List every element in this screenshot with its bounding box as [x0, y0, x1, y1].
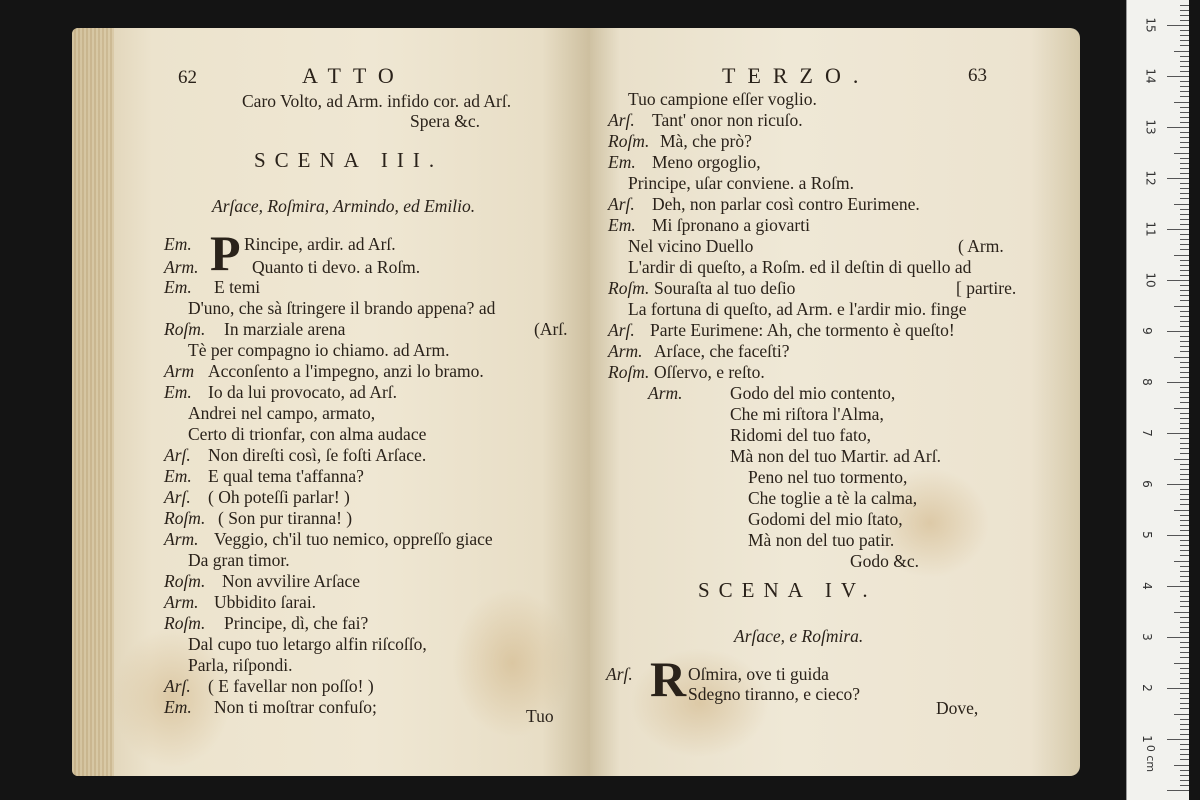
- ruler-tick: [1180, 596, 1189, 597]
- text-line: Ubbidito ſarai.: [214, 592, 317, 612]
- character-list: Arſace, Roſmira, Armindo, ed Emilio.: [212, 196, 476, 216]
- text-line: Acconſento a l'impegno, anzi lo bramo.: [208, 361, 484, 381]
- ruler-tick: [1180, 525, 1189, 526]
- ruler-tick: [1180, 163, 1189, 164]
- ruler-tick: [1180, 464, 1189, 465]
- speaker-label: Em.: [608, 215, 636, 235]
- ruler-tick: [1180, 158, 1189, 159]
- ruler-tick: [1180, 10, 1189, 11]
- text-line: In marziale arena: [224, 319, 346, 339]
- ruler-tick: [1180, 346, 1189, 347]
- text-line: Da gran timor.: [188, 550, 290, 570]
- ruler-tick: [1180, 45, 1189, 46]
- ruler-tick: [1174, 663, 1189, 664]
- ruler-number: 10: [1143, 272, 1158, 288]
- ruler-tick: [1180, 729, 1189, 730]
- text-line: Nel vicino Duello: [628, 236, 754, 256]
- speaker-label: Em.: [164, 277, 192, 297]
- ruler-tick: [1180, 372, 1189, 373]
- ruler-tick: [1180, 244, 1189, 245]
- text-line: Io da lui provocato, ad Arſ.: [208, 382, 398, 402]
- text-line: Caro Volto, ad Arm. infido cor. ad Arſ.: [242, 91, 512, 111]
- speaker-label: Arſ.: [164, 676, 191, 696]
- ruler-tick: [1180, 122, 1189, 123]
- ruler-tick: [1180, 367, 1189, 368]
- open-book: [72, 28, 1072, 776]
- ruler-tick: [1180, 627, 1189, 628]
- ruler-tick: [1180, 30, 1189, 31]
- ruler-tick: [1180, 96, 1189, 97]
- ruler-tick: [1167, 790, 1189, 791]
- catchword: Dove,: [936, 698, 979, 718]
- text-line: Oſſervo, e reſto.: [654, 362, 765, 382]
- page-number: 62: [178, 67, 197, 88]
- ruler-tick: [1180, 759, 1189, 760]
- ruler-number: 6: [1139, 480, 1154, 488]
- ruler-tick: [1180, 275, 1189, 276]
- text-line: Certo di trionfar, con alma audace: [188, 424, 427, 444]
- ruler-number: 4: [1139, 582, 1154, 590]
- page-number: 63: [968, 65, 987, 86]
- ruler-number: 12: [1143, 170, 1158, 186]
- ruler-tick: [1180, 703, 1189, 704]
- text-line: Sdegno tiranno, e cieco?: [688, 684, 861, 704]
- ruler-tick: [1174, 102, 1189, 103]
- ruler-tick: [1180, 668, 1189, 669]
- ruler-tick: [1180, 734, 1189, 735]
- text-line: Oſmira, ove ti guida: [688, 664, 829, 684]
- ruler-tick: [1167, 178, 1189, 179]
- ruler-tick: [1167, 484, 1189, 485]
- ruler-number: 5: [1139, 531, 1154, 539]
- ruler-tick: [1180, 300, 1189, 301]
- ruler-tick: [1174, 357, 1189, 358]
- ruler-tick: [1180, 290, 1189, 291]
- ruler-number: 7: [1139, 429, 1154, 437]
- text-line: Godomi del mio ſtato,: [748, 509, 903, 529]
- ruler-tick: [1180, 249, 1189, 250]
- ruler-tick: [1174, 204, 1189, 205]
- text-line: D'uno, che sà ſtringere il brando appena? ad: [188, 298, 496, 318]
- ruler-tick: [1180, 453, 1189, 454]
- text-line: Deh, non parlar così contro Eurimene.: [652, 194, 920, 214]
- ruler-tick: [1174, 408, 1189, 409]
- text-line: Principe, uſar conviene. a Roſm.: [628, 173, 854, 193]
- text-line: L'ardir di queſto, a Roſm. ed il deſtin di quello ad: [628, 257, 972, 277]
- text-line: Tuo campione eſſer voglio.: [628, 89, 817, 109]
- speaker-label: Em.: [164, 234, 192, 254]
- ruler-tick: [1180, 530, 1189, 531]
- ruler-tick: [1180, 336, 1189, 337]
- speaker-label: Roſm.: [608, 362, 650, 382]
- ruler-tick: [1180, 147, 1189, 148]
- ruler-tick: [1180, 183, 1189, 184]
- scene-heading: SCENA IV.: [698, 578, 877, 602]
- ruler-tick: [1180, 698, 1189, 699]
- ruler-tick: [1167, 382, 1189, 383]
- ruler-tick: [1180, 219, 1189, 220]
- ruler-unit-label: 0 cm: [1144, 744, 1158, 773]
- text-line: Mà non del tuo patir.: [748, 530, 895, 550]
- left-page: [72, 28, 590, 776]
- ruler-tick: [1180, 132, 1189, 133]
- text-line: Parte Eurimene: Ah, che tormento è queſto!: [650, 320, 955, 340]
- ruler-tick: [1180, 112, 1189, 113]
- ruler-tick: [1180, 173, 1189, 174]
- ruler-tick: [1180, 387, 1189, 388]
- ruler-tick: [1180, 107, 1189, 108]
- ruler-tick: [1174, 612, 1189, 613]
- drop-cap: P: [210, 225, 241, 281]
- ruler-tick: [1180, 188, 1189, 189]
- catchword: Tuo: [526, 706, 554, 726]
- text-line: Andrei nel campo, armato,: [188, 403, 376, 423]
- scene-heading: SCENA III.: [254, 148, 444, 172]
- text-line: Non ti moſtrar confuſo;: [214, 697, 377, 717]
- ruler-tick: [1180, 673, 1189, 674]
- ruler-tick: [1180, 499, 1189, 500]
- ruler-tick: [1180, 520, 1189, 521]
- text-line: Mi ſpronano a giovarti: [652, 215, 810, 235]
- text-line: Non avvilire Arſace: [222, 571, 361, 591]
- text-line: ( Arm.: [958, 236, 1004, 256]
- ruler-tick: [1180, 571, 1189, 572]
- text-line: Parla, riſpondi.: [188, 655, 293, 675]
- ruler-tick: [1180, 326, 1189, 327]
- ruler-tick: [1180, 683, 1189, 684]
- ruler-tick: [1180, 606, 1189, 607]
- text-line: (Arſ.: [534, 319, 568, 339]
- ruler-tick: [1180, 770, 1189, 771]
- ruler-tick: [1180, 61, 1189, 62]
- ruler-tick: [1180, 362, 1189, 363]
- ruler-tick: [1167, 688, 1189, 689]
- ruler-tick: [1180, 234, 1189, 235]
- ruler-tick: [1180, 117, 1189, 118]
- ruler-tick: [1180, 657, 1189, 658]
- speaker-label: Roſm.: [608, 131, 650, 151]
- ruler-tick: [1180, 224, 1189, 225]
- ruler-tick: [1180, 260, 1189, 261]
- ruler-tick: [1180, 5, 1189, 6]
- page-edges: [72, 28, 114, 776]
- ruler-tick: [1180, 239, 1189, 240]
- ruler-tick: [1180, 270, 1189, 271]
- ruler-tick: [1180, 71, 1189, 72]
- speaker-label: Arm.: [164, 257, 199, 277]
- ruler-number: 13: [1143, 119, 1158, 135]
- text-line: Non direſti così, ſe foſti Arſace.: [208, 445, 427, 465]
- ruler-tick: [1180, 81, 1189, 82]
- ruler-number: 11: [1143, 221, 1158, 237]
- ruler-tick: [1180, 617, 1189, 618]
- ruler-tick: [1180, 749, 1189, 750]
- ruler-tick: [1174, 51, 1189, 52]
- ruler-tick: [1180, 515, 1189, 516]
- speaker-label: Em.: [164, 697, 192, 717]
- ruler-tick: [1180, 591, 1189, 592]
- ruler-tick: [1180, 693, 1189, 694]
- text-line: Mà, che prò?: [660, 131, 752, 151]
- ruler-tick: [1180, 341, 1189, 342]
- measurement-ruler: [1126, 0, 1189, 800]
- speaker-label: Roſm.: [608, 278, 650, 298]
- ruler-tick: [1180, 91, 1189, 92]
- ruler-tick: [1180, 66, 1189, 67]
- ruler-tick: [1180, 321, 1189, 322]
- text-line: E temi: [214, 277, 261, 297]
- ruler-tick: [1180, 351, 1189, 352]
- text-line: Godo del mio contento,: [730, 383, 896, 403]
- ruler-tick: [1180, 35, 1189, 36]
- text-line: Godo &c.: [850, 551, 920, 571]
- text-line: Souraſta al tuo deſio: [654, 278, 796, 298]
- ruler-tick: [1180, 652, 1189, 653]
- ruler-tick: [1180, 622, 1189, 623]
- ruler-tick: [1167, 331, 1189, 332]
- ruler-tick: [1180, 632, 1189, 633]
- speaker-label: Roſm.: [164, 613, 206, 633]
- ruler-number: 15: [1143, 17, 1158, 33]
- ruler-tick: [1180, 397, 1189, 398]
- character-list: Arſace, e Roſmira.: [734, 626, 864, 646]
- ruler-tick: [1180, 540, 1189, 541]
- speaker-label: Em.: [164, 382, 192, 402]
- ruler-tick: [1174, 255, 1189, 256]
- ruler-tick: [1180, 214, 1189, 215]
- ruler-tick: [1167, 25, 1189, 26]
- ruler-tick: [1180, 474, 1189, 475]
- ruler-tick: [1180, 209, 1189, 210]
- ruler-tick: [1174, 510, 1189, 511]
- ruler-tick: [1180, 581, 1189, 582]
- ruler-tick: [1174, 561, 1189, 562]
- ruler-tick: [1180, 489, 1189, 490]
- text-line: Arſace, che faceſti?: [654, 341, 790, 361]
- ruler-tick: [1180, 443, 1189, 444]
- ruler-tick: [1180, 316, 1189, 317]
- speaker-label: Roſm.: [164, 508, 206, 528]
- ruler-number: 2: [1139, 684, 1154, 692]
- text-line: Quanto ti devo. a Roſm.: [252, 257, 421, 277]
- running-head: TERZO.: [722, 63, 871, 88]
- ruler-tick: [1180, 642, 1189, 643]
- speaker-label: Arſ.: [608, 194, 635, 214]
- ruler-tick: [1180, 168, 1189, 169]
- drop-cap: R: [650, 651, 687, 707]
- ruler-number: 1: [1139, 735, 1154, 743]
- ruler-tick: [1180, 780, 1189, 781]
- speaker-label: Roſm.: [164, 319, 206, 339]
- ruler-tick: [1180, 402, 1189, 403]
- ruler-tick: [1180, 647, 1189, 648]
- ruler-tick: [1180, 545, 1189, 546]
- text-line: ( E favellar non poſſo! ): [208, 676, 374, 696]
- text-line: Meno orgoglio,: [652, 152, 761, 172]
- ruler-tick: [1180, 311, 1189, 312]
- speaker-label: Arſ.: [606, 664, 633, 684]
- ruler-number: 3: [1139, 633, 1154, 641]
- ruler-tick: [1180, 198, 1189, 199]
- text-line: Dal cupo tuo letargo alfin riſcoſſo,: [188, 634, 427, 654]
- speaker-label: Arm: [164, 361, 195, 381]
- ruler-tick: [1180, 724, 1189, 725]
- ruler-tick: [1174, 765, 1189, 766]
- speaker-label: Arſ.: [164, 445, 191, 465]
- ruler-tick: [1167, 76, 1189, 77]
- ruler-number: 9: [1139, 327, 1154, 335]
- speaker-label: Arm.: [648, 383, 683, 403]
- ruler-tick: [1180, 20, 1189, 21]
- ruler-tick: [1180, 601, 1189, 602]
- ruler-tick: [1180, 285, 1189, 286]
- ruler-tick: [1180, 448, 1189, 449]
- ruler-number: 14: [1143, 68, 1158, 84]
- ruler-tick: [1180, 142, 1189, 143]
- ruler-tick: [1167, 433, 1189, 434]
- speaker-label: Arm.: [164, 529, 199, 549]
- ruler-tick: [1180, 295, 1189, 296]
- ruler-tick: [1180, 377, 1189, 378]
- text-line: E qual tema t'affanna?: [208, 466, 364, 486]
- ruler-tick: [1180, 423, 1189, 424]
- ruler-tick: [1174, 459, 1189, 460]
- ruler-tick: [1180, 754, 1189, 755]
- ruler-tick: [1167, 127, 1189, 128]
- text-line: Che mi riſtora l'Alma,: [730, 404, 884, 424]
- speaker-label: Roſm.: [164, 571, 206, 591]
- speaker-label: Arſ.: [608, 320, 635, 340]
- ruler-tick: [1180, 265, 1189, 266]
- ruler-tick: [1180, 479, 1189, 480]
- ruler-tick: [1174, 714, 1189, 715]
- ruler-tick: [1180, 785, 1189, 786]
- text-line: Tè per compagno io chiamo. ad Arm.: [188, 340, 450, 360]
- ruler-tick: [1167, 229, 1189, 230]
- text-line: Rincipe, ardir. ad Arſ.: [244, 234, 396, 254]
- ruler-tick: [1180, 576, 1189, 577]
- ruler-tick: [1167, 586, 1189, 587]
- ruler-tick: [1180, 550, 1189, 551]
- right-page: [590, 28, 1080, 776]
- running-head: ATTO: [302, 63, 406, 88]
- ruler-tick: [1180, 469, 1189, 470]
- text-line: Peno nel tuo tormento,: [748, 467, 908, 487]
- speaker-label: Em.: [164, 466, 192, 486]
- ruler-tick: [1180, 392, 1189, 393]
- speaker-label: Arſ.: [608, 110, 635, 130]
- text-line: La fortuna di queſto, ad Arm. e l'ardir mio. finge: [628, 299, 967, 319]
- text-line: ( Son pur tiranna! ): [218, 508, 353, 528]
- ruler-tick: [1180, 775, 1189, 776]
- foxing-stain: [452, 588, 572, 738]
- ruler-tick: [1167, 280, 1189, 281]
- text-line: Tant' onor non ricuſo.: [652, 110, 803, 130]
- ruler-tick: [1167, 535, 1189, 536]
- ruler-tick: [1180, 744, 1189, 745]
- ruler-tick: [1167, 637, 1189, 638]
- ruler-number: 8: [1139, 378, 1154, 386]
- ruler-tick: [1180, 494, 1189, 495]
- text-line: Spera &c.: [410, 111, 480, 131]
- ruler-tick: [1180, 86, 1189, 87]
- speaker-label: Arſ.: [164, 487, 191, 507]
- text-line: Principe, dì, che fai?: [224, 613, 369, 633]
- text-line: Veggio, ch'il tuo nemico, oppreſſo giace: [214, 529, 493, 549]
- ruler-tick: [1180, 708, 1189, 709]
- ruler-tick: [1180, 555, 1189, 556]
- ruler-tick: [1180, 137, 1189, 138]
- ruler-tick: [1174, 306, 1189, 307]
- ruler-tick: [1180, 719, 1189, 720]
- ruler-tick: [1180, 15, 1189, 16]
- text-line: [ partire.: [956, 278, 1017, 298]
- ruler-tick: [1180, 56, 1189, 57]
- text-line: Ridomi del tuo fato,: [730, 425, 871, 445]
- ruler-tick: [1180, 678, 1189, 679]
- speaker-label: Em.: [608, 152, 636, 172]
- ruler-tick: [1180, 418, 1189, 419]
- ruler-tick: [1180, 438, 1189, 439]
- ruler-tick: [1180, 504, 1189, 505]
- ruler-tick: [1180, 40, 1189, 41]
- speaker-label: Arm.: [608, 341, 643, 361]
- speaker-label: Arm.: [164, 592, 199, 612]
- ruler-tick: [1180, 193, 1189, 194]
- text-line: Mà non del tuo Martir. ad Arſ.: [730, 446, 941, 466]
- ruler-tick: [1180, 428, 1189, 429]
- ruler-tick: [1180, 413, 1189, 414]
- text-line: ( Oh poteſſi parlar! ): [208, 487, 350, 507]
- ruler-tick: [1180, 566, 1189, 567]
- text-line: Che toglie a tè la calma,: [748, 488, 918, 508]
- ruler-tick: [1174, 153, 1189, 154]
- ruler-tick: [1167, 739, 1189, 740]
